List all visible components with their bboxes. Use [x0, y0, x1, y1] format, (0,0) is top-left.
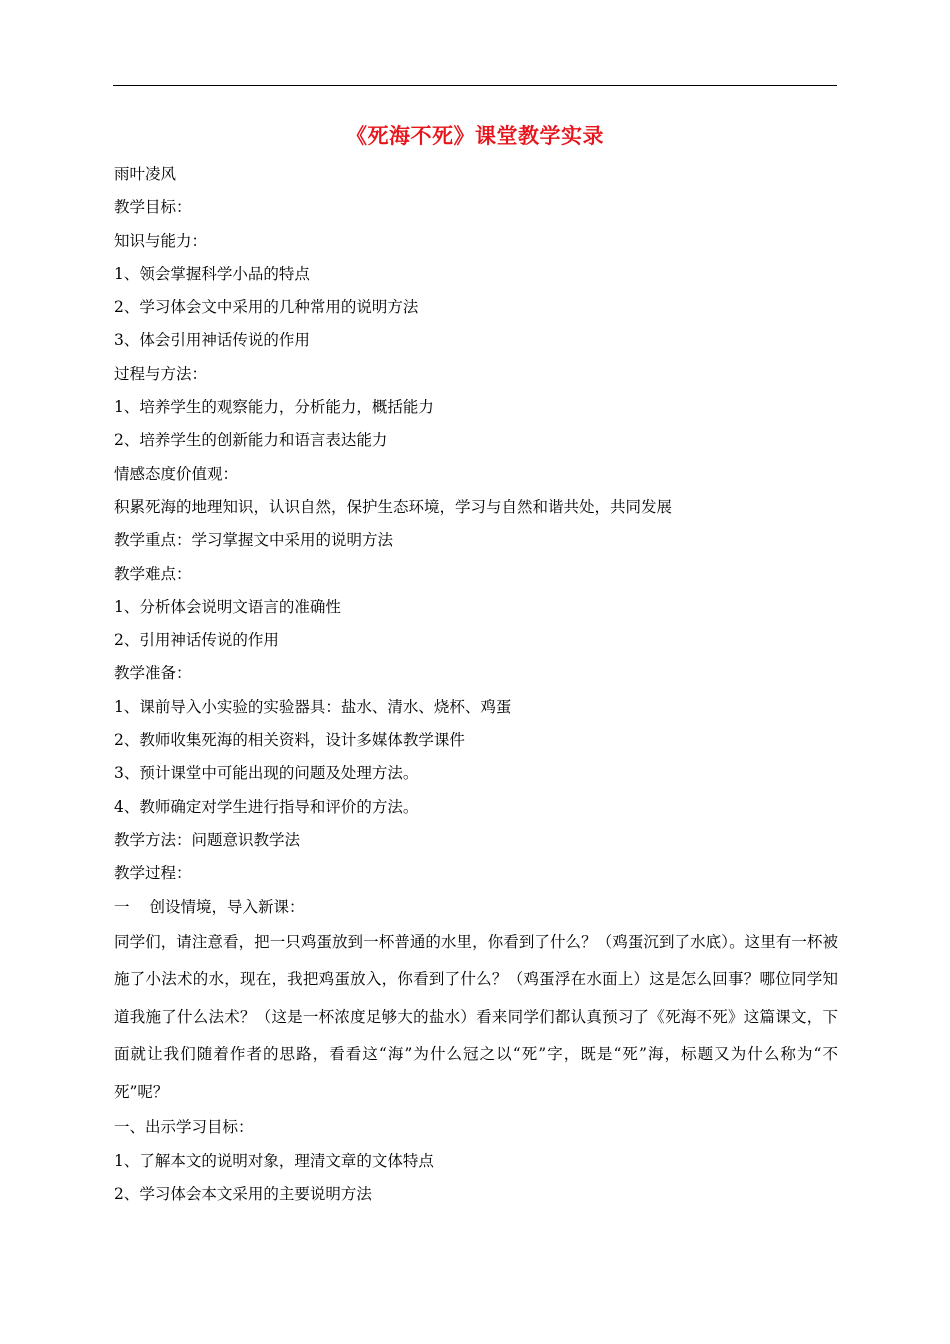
author-line: 雨叶凌风: [114, 165, 177, 183]
intro-paragraph: 同学们，请注意看，把一只鸡蛋放到一杯普通的水里，你看到了什么？（鸡蛋沉到了水底）。这里有一杯被施了小法术的水，现在，我把鸡蛋放入，你看到了什么？（鸡蛋浮在水面上）这是怎么回事？哪位同学知道我施了什么法术？（这是一杯浓度足够大的盐水）看来同学们都认真预习了《死海不死》这篇课文，下面就让我们随着作者的思路，看看这“海”为什么冠之以“死”字，既是“死”海，标题又为什么称为“不死”呢？: [114, 932, 838, 1101]
header-rule: [113, 85, 837, 86]
text-line: 2、教师收集死海的相关资料，设计多媒体教学课件: [114, 731, 465, 750]
document-body: [114, 158, 838, 1211]
text-line: 教学重点：学习掌握文中采用的说明方法: [114, 531, 394, 550]
text-line: 1、了解本文的说明对象，理清文章的文体特点: [114, 1151, 434, 1170]
text-line: 过程与方法：: [114, 364, 208, 383]
text-line: 教学过程：: [114, 864, 192, 883]
text-line: 2、引用神话传说的作用: [114, 631, 279, 650]
section-heading: [114, 891, 838, 924]
text-line: 积累死海的地理知识，认识自然，保护生态环境，学习与自然和谐共处，共同发展: [114, 497, 673, 516]
text-line: 2、学习体会本文采用的主要说明方法: [114, 1184, 372, 1203]
text-line: 一、出示学习目标：: [114, 1118, 254, 1137]
document-title: 《死海不死》课堂教学实录: [346, 123, 604, 148]
section-title: 创设情境，导入新课：: [149, 897, 305, 916]
text-line: 1、领会掌握科学小品的特点: [114, 264, 310, 283]
text-line: 知识与能力：: [114, 231, 208, 250]
text-line: 2、学习体会文中采用的几种常用的说明方法: [114, 298, 419, 317]
text-line: 1、分析体会说明文语言的准确性: [114, 597, 341, 616]
text-line: 教学难点：: [114, 564, 192, 583]
section-number: 一: [114, 897, 130, 916]
text-line: 1、课前导入小实验的实验器具：盐水、清水、烧杯、鸡蛋: [114, 697, 512, 716]
text-line: 情感态度价值观：: [114, 464, 239, 483]
text-line: 教学方法：问题意识教学法: [114, 830, 301, 849]
text-line: 教学准备：: [114, 664, 192, 683]
text-line: 3、预计课堂中可能出现的问题及处理方法。: [114, 764, 419, 783]
text-line: 1、培养学生的观察能力，分析能力，概括能力: [114, 398, 434, 417]
text-line: 3、体会引用神话传说的作用: [114, 331, 310, 350]
text-line: 2、培养学生的创新能力和语言表达能力: [114, 431, 388, 450]
text-line: 4、教师确定对学生进行指导和评价的方法。: [114, 797, 419, 816]
text-line: 教学目标：: [114, 198, 192, 217]
